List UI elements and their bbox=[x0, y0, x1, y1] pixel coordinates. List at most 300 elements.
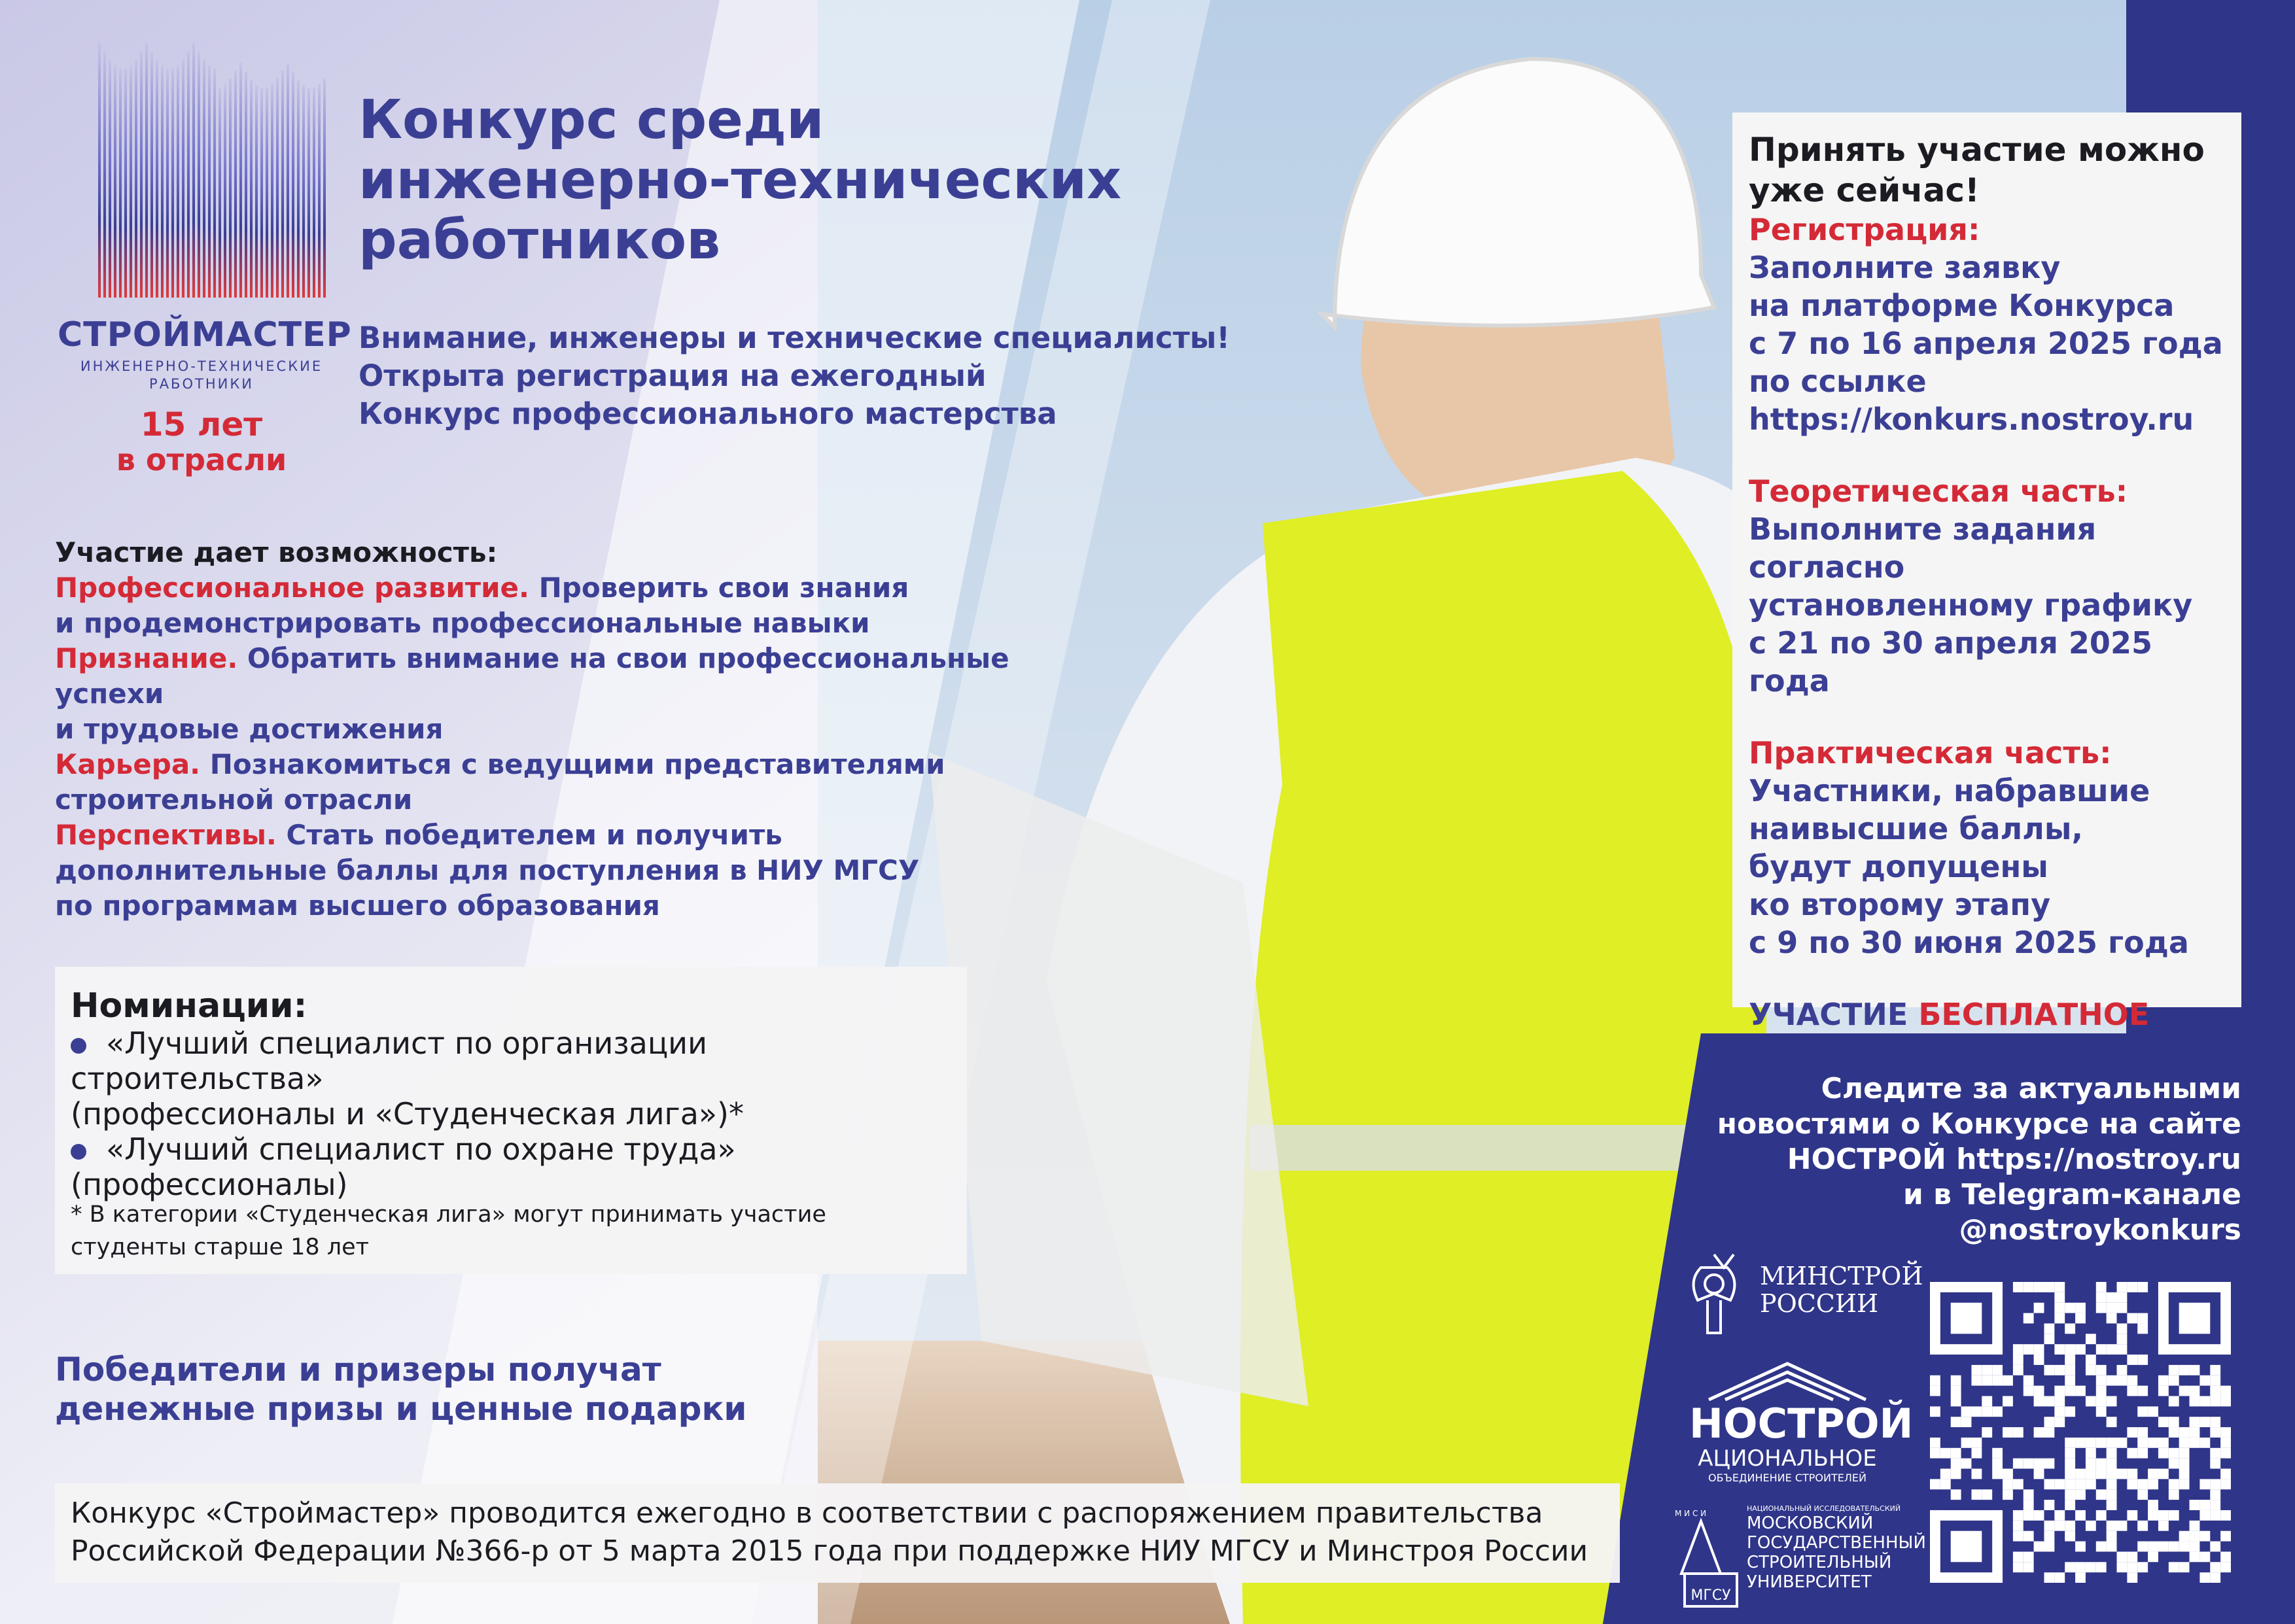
qr-module bbox=[2075, 1303, 2086, 1313]
qr-module bbox=[2148, 1469, 2158, 1479]
qr-module bbox=[2210, 1365, 2220, 1375]
nominations-note: * В категории «Студенческая лига» могут принимать участие студенты старше 18 лет bbox=[71, 1201, 826, 1260]
qr-module bbox=[2023, 1551, 2034, 1562]
qr-module bbox=[2107, 1438, 2117, 1448]
qr-module bbox=[2190, 1427, 2200, 1438]
qr-module bbox=[2086, 1469, 2096, 1479]
qr-module bbox=[2096, 1438, 2107, 1448]
qr-module bbox=[2190, 1551, 2200, 1562]
qr-module bbox=[2179, 1448, 2190, 1459]
logo-bar bbox=[130, 65, 132, 298]
qr-module bbox=[1961, 1438, 1972, 1448]
logo-bar bbox=[192, 43, 195, 298]
qr-module bbox=[2158, 1438, 2169, 1448]
qr-module bbox=[2199, 1479, 2210, 1489]
qr-module bbox=[2137, 1282, 2148, 1292]
qr-module bbox=[2065, 1448, 2075, 1459]
qr-module bbox=[2169, 1448, 2179, 1459]
qr-module bbox=[2054, 1313, 2065, 1324]
qr-module bbox=[2086, 1355, 2096, 1365]
qr-module bbox=[2054, 1386, 2065, 1396]
qr-module bbox=[1971, 1448, 1982, 1459]
qr-module bbox=[2003, 1375, 2013, 1386]
qr-module bbox=[1930, 1282, 1940, 1355]
qr-module bbox=[2065, 1459, 2075, 1469]
qr-module bbox=[2199, 1531, 2210, 1542]
qr-module bbox=[2003, 1427, 2013, 1438]
qr-module bbox=[2169, 1365, 2179, 1375]
nominations-title: Номинации: bbox=[71, 986, 307, 1026]
qr-module bbox=[1982, 1489, 1992, 1500]
qr-module bbox=[2096, 1344, 2107, 1355]
qr-module bbox=[1982, 1406, 1992, 1417]
intro-line2: Открыта регистрация на ежегодный bbox=[359, 358, 987, 393]
qr-module bbox=[2075, 1313, 2086, 1324]
qr-module bbox=[2117, 1303, 2128, 1313]
qr-module bbox=[2137, 1427, 2148, 1438]
qr-module bbox=[2107, 1303, 2117, 1313]
qr-module bbox=[2210, 1396, 2220, 1406]
qr-module bbox=[1961, 1459, 1972, 1469]
qr-module bbox=[2034, 1355, 2044, 1365]
qr-module bbox=[2086, 1521, 2096, 1531]
nostroy-subtitle2: ОБЪЕДИНЕНИЕ СТРОИТЕЛЕЙ bbox=[1708, 1472, 1866, 1484]
qr-module bbox=[2013, 1355, 2023, 1365]
qr-module bbox=[1951, 1469, 1961, 1479]
qr-module bbox=[2190, 1365, 2200, 1375]
qr-module bbox=[2034, 1282, 2044, 1292]
mgsu-label: МОСКОВСКИЙ ГОСУДАРСТВЕННЫЙ СТРОИТЕЛЬНЫЙ УНИВЕРСИТЕТ bbox=[1747, 1513, 1926, 1592]
participation-heading-line2: уже сейчас! bbox=[1749, 171, 1980, 209]
logo-bar bbox=[187, 51, 190, 298]
qr-module bbox=[1961, 1417, 1972, 1427]
qr-module bbox=[2107, 1542, 2117, 1552]
mgsu-letters: М И С И bbox=[1675, 1509, 1707, 1518]
benefit-text: и продемонстрировать профессиональные навыки bbox=[55, 607, 870, 639]
title-line3: работников bbox=[359, 209, 721, 271]
qr-module bbox=[2054, 1479, 2065, 1489]
qr-module bbox=[2013, 1344, 2023, 1355]
qr-module bbox=[1930, 1344, 2003, 1355]
qr-module bbox=[2158, 1417, 2169, 1427]
logo-bar bbox=[313, 88, 315, 298]
qr-module bbox=[2086, 1334, 2096, 1344]
qr-module bbox=[2096, 1562, 2107, 1572]
logo-bar bbox=[114, 65, 116, 298]
qr-module bbox=[1930, 1479, 1940, 1489]
qr-module bbox=[2013, 1510, 2023, 1521]
benefit-text: Познакомиться с ведущими представителями bbox=[200, 748, 945, 780]
logo-bar bbox=[156, 60, 158, 298]
qr-module bbox=[2075, 1489, 2086, 1500]
qr-module bbox=[2075, 1344, 2086, 1355]
qr-module bbox=[1992, 1375, 2003, 1386]
bullet-icon bbox=[71, 1144, 86, 1160]
qr-module bbox=[2003, 1479, 2013, 1489]
qr-module bbox=[2075, 1469, 2086, 1479]
qr-module bbox=[2034, 1386, 2044, 1396]
qr-module bbox=[2210, 1510, 2220, 1521]
intro-text bbox=[359, 319, 1274, 433]
logo-bar bbox=[250, 80, 253, 298]
qr-module bbox=[2044, 1365, 2054, 1375]
logo-bar bbox=[135, 60, 137, 298]
logo-bar bbox=[213, 69, 216, 298]
logo-bar bbox=[177, 65, 179, 298]
benefit-label: Профессиональное развитие. bbox=[55, 572, 529, 604]
qr-module bbox=[2044, 1417, 2054, 1427]
qr-module bbox=[2054, 1282, 2065, 1292]
qr-module bbox=[2023, 1531, 2034, 1542]
practice-label: Практическая часть: bbox=[1749, 735, 2112, 770]
qr-module bbox=[1992, 1510, 2003, 1583]
qr-module bbox=[1971, 1406, 1982, 1417]
qr-module bbox=[2127, 1282, 2137, 1292]
qr-module bbox=[2117, 1551, 2128, 1562]
qr-module bbox=[2023, 1459, 2034, 1469]
qr-module bbox=[2210, 1375, 2220, 1386]
qr-module bbox=[2127, 1313, 2137, 1324]
qr-module bbox=[2220, 1551, 2231, 1562]
qr-module bbox=[2086, 1479, 2096, 1489]
qr-module bbox=[2107, 1417, 2117, 1427]
qr-module bbox=[2169, 1542, 2179, 1552]
qr-module bbox=[2158, 1386, 2169, 1396]
qr-module bbox=[2034, 1542, 2044, 1552]
stroymaster-logo-graphic bbox=[92, 36, 340, 311]
qr-module bbox=[2034, 1396, 2044, 1406]
qr-module bbox=[1951, 1375, 1961, 1386]
qr-module bbox=[2065, 1521, 2075, 1531]
qr-module bbox=[2107, 1489, 2117, 1500]
logo-bar bbox=[103, 52, 106, 298]
qr-module bbox=[1971, 1489, 1982, 1500]
qr-module bbox=[2023, 1489, 2034, 1500]
qr-module bbox=[1951, 1386, 1961, 1396]
qr-module bbox=[1971, 1365, 1982, 1375]
title-line2: инженерно-технических bbox=[359, 149, 1121, 211]
qr-module bbox=[2054, 1510, 2065, 1521]
logo-bar bbox=[271, 84, 273, 298]
qr-module bbox=[2199, 1375, 2210, 1386]
qr-module bbox=[2199, 1510, 2210, 1521]
qr-module bbox=[2013, 1459, 2023, 1469]
qr-module bbox=[2096, 1292, 2107, 1303]
qr-module bbox=[2107, 1375, 2117, 1386]
qr-module bbox=[2169, 1510, 2179, 1521]
qr-module bbox=[2158, 1282, 2231, 1292]
qr-module bbox=[2013, 1531, 2023, 1542]
qr-module bbox=[2220, 1510, 2231, 1521]
nomination-item: «Лучший специалист по организации строительства» bbox=[71, 1026, 707, 1096]
benefits-section bbox=[55, 535, 1115, 924]
qr-module bbox=[2013, 1479, 2023, 1489]
logo-bar bbox=[276, 78, 279, 298]
qr-module bbox=[1930, 1572, 2003, 1583]
qr-module bbox=[2065, 1562, 2075, 1572]
logo-subtitle-line2: РАБОТНИКИ bbox=[149, 376, 254, 392]
qr-module bbox=[2190, 1386, 2200, 1396]
qr-module bbox=[1930, 1510, 2003, 1521]
title-line1: Конкурс среди bbox=[359, 89, 824, 151]
qr-module bbox=[2023, 1500, 2034, 1510]
qr-module bbox=[2179, 1365, 2190, 1375]
qr-module bbox=[2034, 1510, 2044, 1521]
qr-module bbox=[2137, 1323, 2148, 1334]
qr-module bbox=[2210, 1562, 2220, 1572]
qr-module bbox=[2044, 1542, 2054, 1552]
qr-module bbox=[2044, 1396, 2054, 1406]
qr-module bbox=[2003, 1396, 2013, 1406]
qr-module bbox=[2137, 1313, 2148, 1324]
logo-bar bbox=[297, 80, 300, 298]
qr-module bbox=[2117, 1334, 2128, 1344]
qr-module bbox=[2137, 1562, 2148, 1572]
logo-bar bbox=[119, 68, 122, 298]
qr-module bbox=[2107, 1448, 2117, 1459]
qr-module bbox=[2117, 1521, 2128, 1531]
qr-module bbox=[2169, 1417, 2179, 1427]
qr-module bbox=[1940, 1469, 1951, 1479]
qr-module bbox=[2065, 1479, 2075, 1489]
logo-bar bbox=[281, 70, 284, 298]
qr-module bbox=[2117, 1323, 2128, 1334]
qr-module bbox=[2023, 1282, 2034, 1292]
qr-module bbox=[2013, 1521, 2023, 1531]
nomination-item-cont: (профессионалы и «Студенческая лига»)* bbox=[71, 1096, 744, 1132]
qr-module bbox=[1951, 1396, 1961, 1406]
qr-module bbox=[2127, 1562, 2137, 1572]
qr-module bbox=[2107, 1500, 2117, 1510]
logo-bar bbox=[224, 84, 226, 298]
prizes-text: Победители и призеры получат денежные призы и ценные подарки bbox=[55, 1351, 747, 1428]
qr-module bbox=[2179, 1469, 2190, 1479]
logo-bar bbox=[140, 51, 143, 298]
qr-module bbox=[1982, 1375, 1992, 1386]
qr-module bbox=[2117, 1562, 2128, 1572]
qr-module bbox=[2034, 1469, 2044, 1479]
qr-module bbox=[2044, 1459, 2054, 1469]
qr-module bbox=[2179, 1459, 2190, 1469]
qr-module bbox=[2054, 1406, 2065, 1417]
logo-bar bbox=[266, 88, 268, 298]
qr-module bbox=[2096, 1489, 2107, 1500]
qr-module bbox=[2044, 1521, 2054, 1531]
qr-module bbox=[2013, 1365, 2023, 1375]
qr-module bbox=[2169, 1375, 2179, 1386]
qr-module bbox=[2148, 1551, 2158, 1562]
qr-module bbox=[1930, 1406, 1940, 1417]
qr-module bbox=[2086, 1396, 2096, 1406]
mgsu-mark: МГСУ bbox=[1691, 1587, 1731, 1604]
qr-module bbox=[2137, 1479, 2148, 1489]
benefit-label: Карьера. bbox=[55, 748, 201, 780]
qr-module bbox=[1951, 1489, 1961, 1500]
qr-module bbox=[2034, 1459, 2044, 1469]
nostroy-site-link[interactable]: НОСТРОЙ https://nostroy.ru bbox=[1787, 1143, 2241, 1176]
qr-module bbox=[2096, 1386, 2107, 1396]
qr-module bbox=[2117, 1469, 2128, 1479]
qr-module bbox=[2065, 1469, 2075, 1479]
benefit-text: Стать победителем и получить bbox=[276, 819, 782, 851]
qr-module bbox=[1992, 1406, 2003, 1417]
benefit-text: строительной отрасли bbox=[55, 784, 413, 816]
qr-module bbox=[2190, 1396, 2200, 1406]
qr-module bbox=[2127, 1551, 2137, 1562]
qr-module bbox=[1951, 1448, 1961, 1459]
logo-bar bbox=[198, 52, 200, 298]
qr-module bbox=[2179, 1479, 2190, 1489]
qr-module bbox=[2137, 1521, 2148, 1531]
qr-module bbox=[2065, 1344, 2075, 1355]
qr-module bbox=[2137, 1542, 2148, 1552]
qr-module bbox=[2220, 1562, 2231, 1572]
qr-module bbox=[2199, 1438, 2210, 1448]
qr-module bbox=[2075, 1479, 2086, 1489]
qr-module bbox=[2065, 1406, 2075, 1417]
qr-module bbox=[2158, 1448, 2169, 1459]
qr-module bbox=[2158, 1469, 2169, 1479]
qr-module bbox=[1992, 1365, 2003, 1375]
qr-module bbox=[2169, 1396, 2179, 1406]
qr-module bbox=[2107, 1396, 2117, 1406]
qr-module bbox=[2117, 1375, 2128, 1386]
qr-module bbox=[2096, 1542, 2107, 1552]
qr-module bbox=[1951, 1531, 1982, 1563]
logo-years-line2: в отрасли bbox=[116, 442, 287, 477]
benefit-text: дополнительные баллы для поступления в НИУ МГСУ bbox=[55, 854, 920, 886]
qr-module bbox=[2199, 1396, 2210, 1406]
footer-text: Конкурс «Строймастер» проводится ежегодно в соответствии с распоряжением правительства Российской Федерации №366-р от 5 марта 2015 года при поддержке НИУ МГСУ и Минстроя России bbox=[71, 1496, 1588, 1568]
qr-module bbox=[2065, 1489, 2075, 1500]
logo-bar bbox=[145, 43, 148, 298]
qr-module bbox=[2065, 1500, 2075, 1510]
logo-bar bbox=[302, 85, 305, 298]
qr-module bbox=[2210, 1448, 2220, 1459]
qr-module bbox=[1940, 1479, 1951, 1489]
logo-bar bbox=[318, 84, 321, 298]
benefit-text: и трудовые достижения bbox=[55, 713, 444, 745]
qr-module bbox=[2137, 1406, 2148, 1417]
qr-module bbox=[2117, 1344, 2128, 1355]
nostroy-name: НОСТРОЙ bbox=[1689, 1400, 1914, 1447]
intro-line3: Конкурс профессионального мастерства bbox=[359, 396, 1057, 431]
qr-module bbox=[2190, 1417, 2200, 1427]
qr-module bbox=[2190, 1438, 2200, 1448]
qr-module bbox=[2023, 1562, 2034, 1572]
qr-code-icon[interactable] bbox=[1930, 1282, 2231, 1583]
qr-module bbox=[2003, 1489, 2013, 1500]
qr-module bbox=[2054, 1417, 2065, 1427]
qr-module bbox=[2096, 1459, 2107, 1469]
qr-module bbox=[2044, 1323, 2054, 1334]
page-title bbox=[359, 90, 1274, 271]
benefit-label: Признание. bbox=[55, 642, 238, 674]
qr-module bbox=[2096, 1469, 2107, 1479]
qr-module bbox=[2065, 1365, 2075, 1375]
qr-module bbox=[2179, 1531, 2190, 1542]
qr-module bbox=[2117, 1438, 2128, 1448]
intro-line1: Внимание, инженеры и технические специалисты! bbox=[359, 320, 1230, 355]
logo-bar bbox=[245, 72, 247, 298]
qr-module bbox=[2179, 1562, 2190, 1572]
qr-module bbox=[2158, 1344, 2231, 1355]
qr-module bbox=[2065, 1355, 2075, 1365]
qr-module bbox=[2065, 1375, 2075, 1386]
logo-bar bbox=[255, 85, 258, 298]
qr-module bbox=[2065, 1323, 2075, 1334]
qr-module bbox=[2096, 1406, 2107, 1417]
logo-bar bbox=[150, 52, 153, 298]
qr-module bbox=[2127, 1386, 2137, 1396]
follow-news-text: Следите за актуальными новостями о Конкурсе на сайте НОСТРОЙ https://nostroy.ru и в Telegram-канале @nostroykonkurs bbox=[1675, 1071, 2241, 1248]
qr-module bbox=[2023, 1344, 2034, 1355]
logo-bar bbox=[203, 60, 205, 298]
logo-bar bbox=[260, 88, 263, 298]
qr-module bbox=[2117, 1365, 2128, 1375]
benefit-label: Перспективы. bbox=[55, 819, 277, 851]
qr-module bbox=[2148, 1479, 2158, 1489]
logo-bar bbox=[161, 65, 164, 298]
qr-module bbox=[2013, 1562, 2023, 1572]
qr-module bbox=[2220, 1427, 2231, 1438]
qr-module bbox=[2013, 1282, 2023, 1292]
logo-subtitle bbox=[58, 358, 345, 393]
qr-module bbox=[2107, 1531, 2117, 1542]
qr-module bbox=[2054, 1396, 2065, 1406]
benefit-text: Проверить свои знания bbox=[529, 572, 909, 604]
qr-module bbox=[2086, 1459, 2096, 1469]
nomination-item: «Лучший специалист по охране труда» bbox=[71, 1132, 960, 1167]
qr-module bbox=[2127, 1355, 2137, 1365]
qr-module bbox=[2065, 1386, 2075, 1396]
logo-bar bbox=[124, 68, 127, 298]
logo-bar bbox=[234, 71, 237, 298]
qr-module bbox=[2210, 1427, 2220, 1438]
qr-module bbox=[2075, 1438, 2086, 1448]
logo-bar bbox=[182, 59, 184, 298]
bullet-icon bbox=[71, 1038, 86, 1054]
benefits-title: Участие дает возможность: bbox=[55, 536, 498, 568]
qr-module bbox=[1940, 1448, 1951, 1459]
qr-module bbox=[2054, 1572, 2065, 1583]
qr-module bbox=[2127, 1469, 2137, 1479]
telegram-link[interactable]: @nostroykonkurs bbox=[1959, 1213, 2241, 1247]
qr-module bbox=[1930, 1448, 1940, 1459]
minstroy-label: МИНСТРОЙ РОССИИ bbox=[1760, 1262, 1923, 1318]
qr-module bbox=[1971, 1438, 1982, 1448]
qr-module bbox=[2023, 1375, 2034, 1386]
qr-module bbox=[2210, 1489, 2220, 1500]
qr-module bbox=[1992, 1282, 2003, 1355]
qr-module bbox=[2148, 1542, 2158, 1552]
qr-module bbox=[2044, 1282, 2054, 1292]
qr-module bbox=[2137, 1355, 2148, 1365]
qr-module bbox=[2044, 1427, 2054, 1438]
registration-link[interactable]: https://konkurs.nostroy.ru bbox=[1749, 402, 2194, 437]
qr-module bbox=[2023, 1510, 2034, 1521]
logo-bar bbox=[109, 60, 111, 298]
qr-module bbox=[2127, 1479, 2137, 1489]
benefit-text: Обратить внимание на свои профессиональные успехи bbox=[55, 642, 1009, 710]
qr-module bbox=[2169, 1489, 2179, 1500]
qr-module bbox=[2137, 1438, 2148, 1448]
logo-bar bbox=[307, 88, 310, 298]
qr-module bbox=[2075, 1562, 2086, 1572]
qr-module bbox=[2107, 1344, 2117, 1355]
qr-module bbox=[2148, 1500, 2158, 1510]
qr-module bbox=[1971, 1469, 1982, 1479]
